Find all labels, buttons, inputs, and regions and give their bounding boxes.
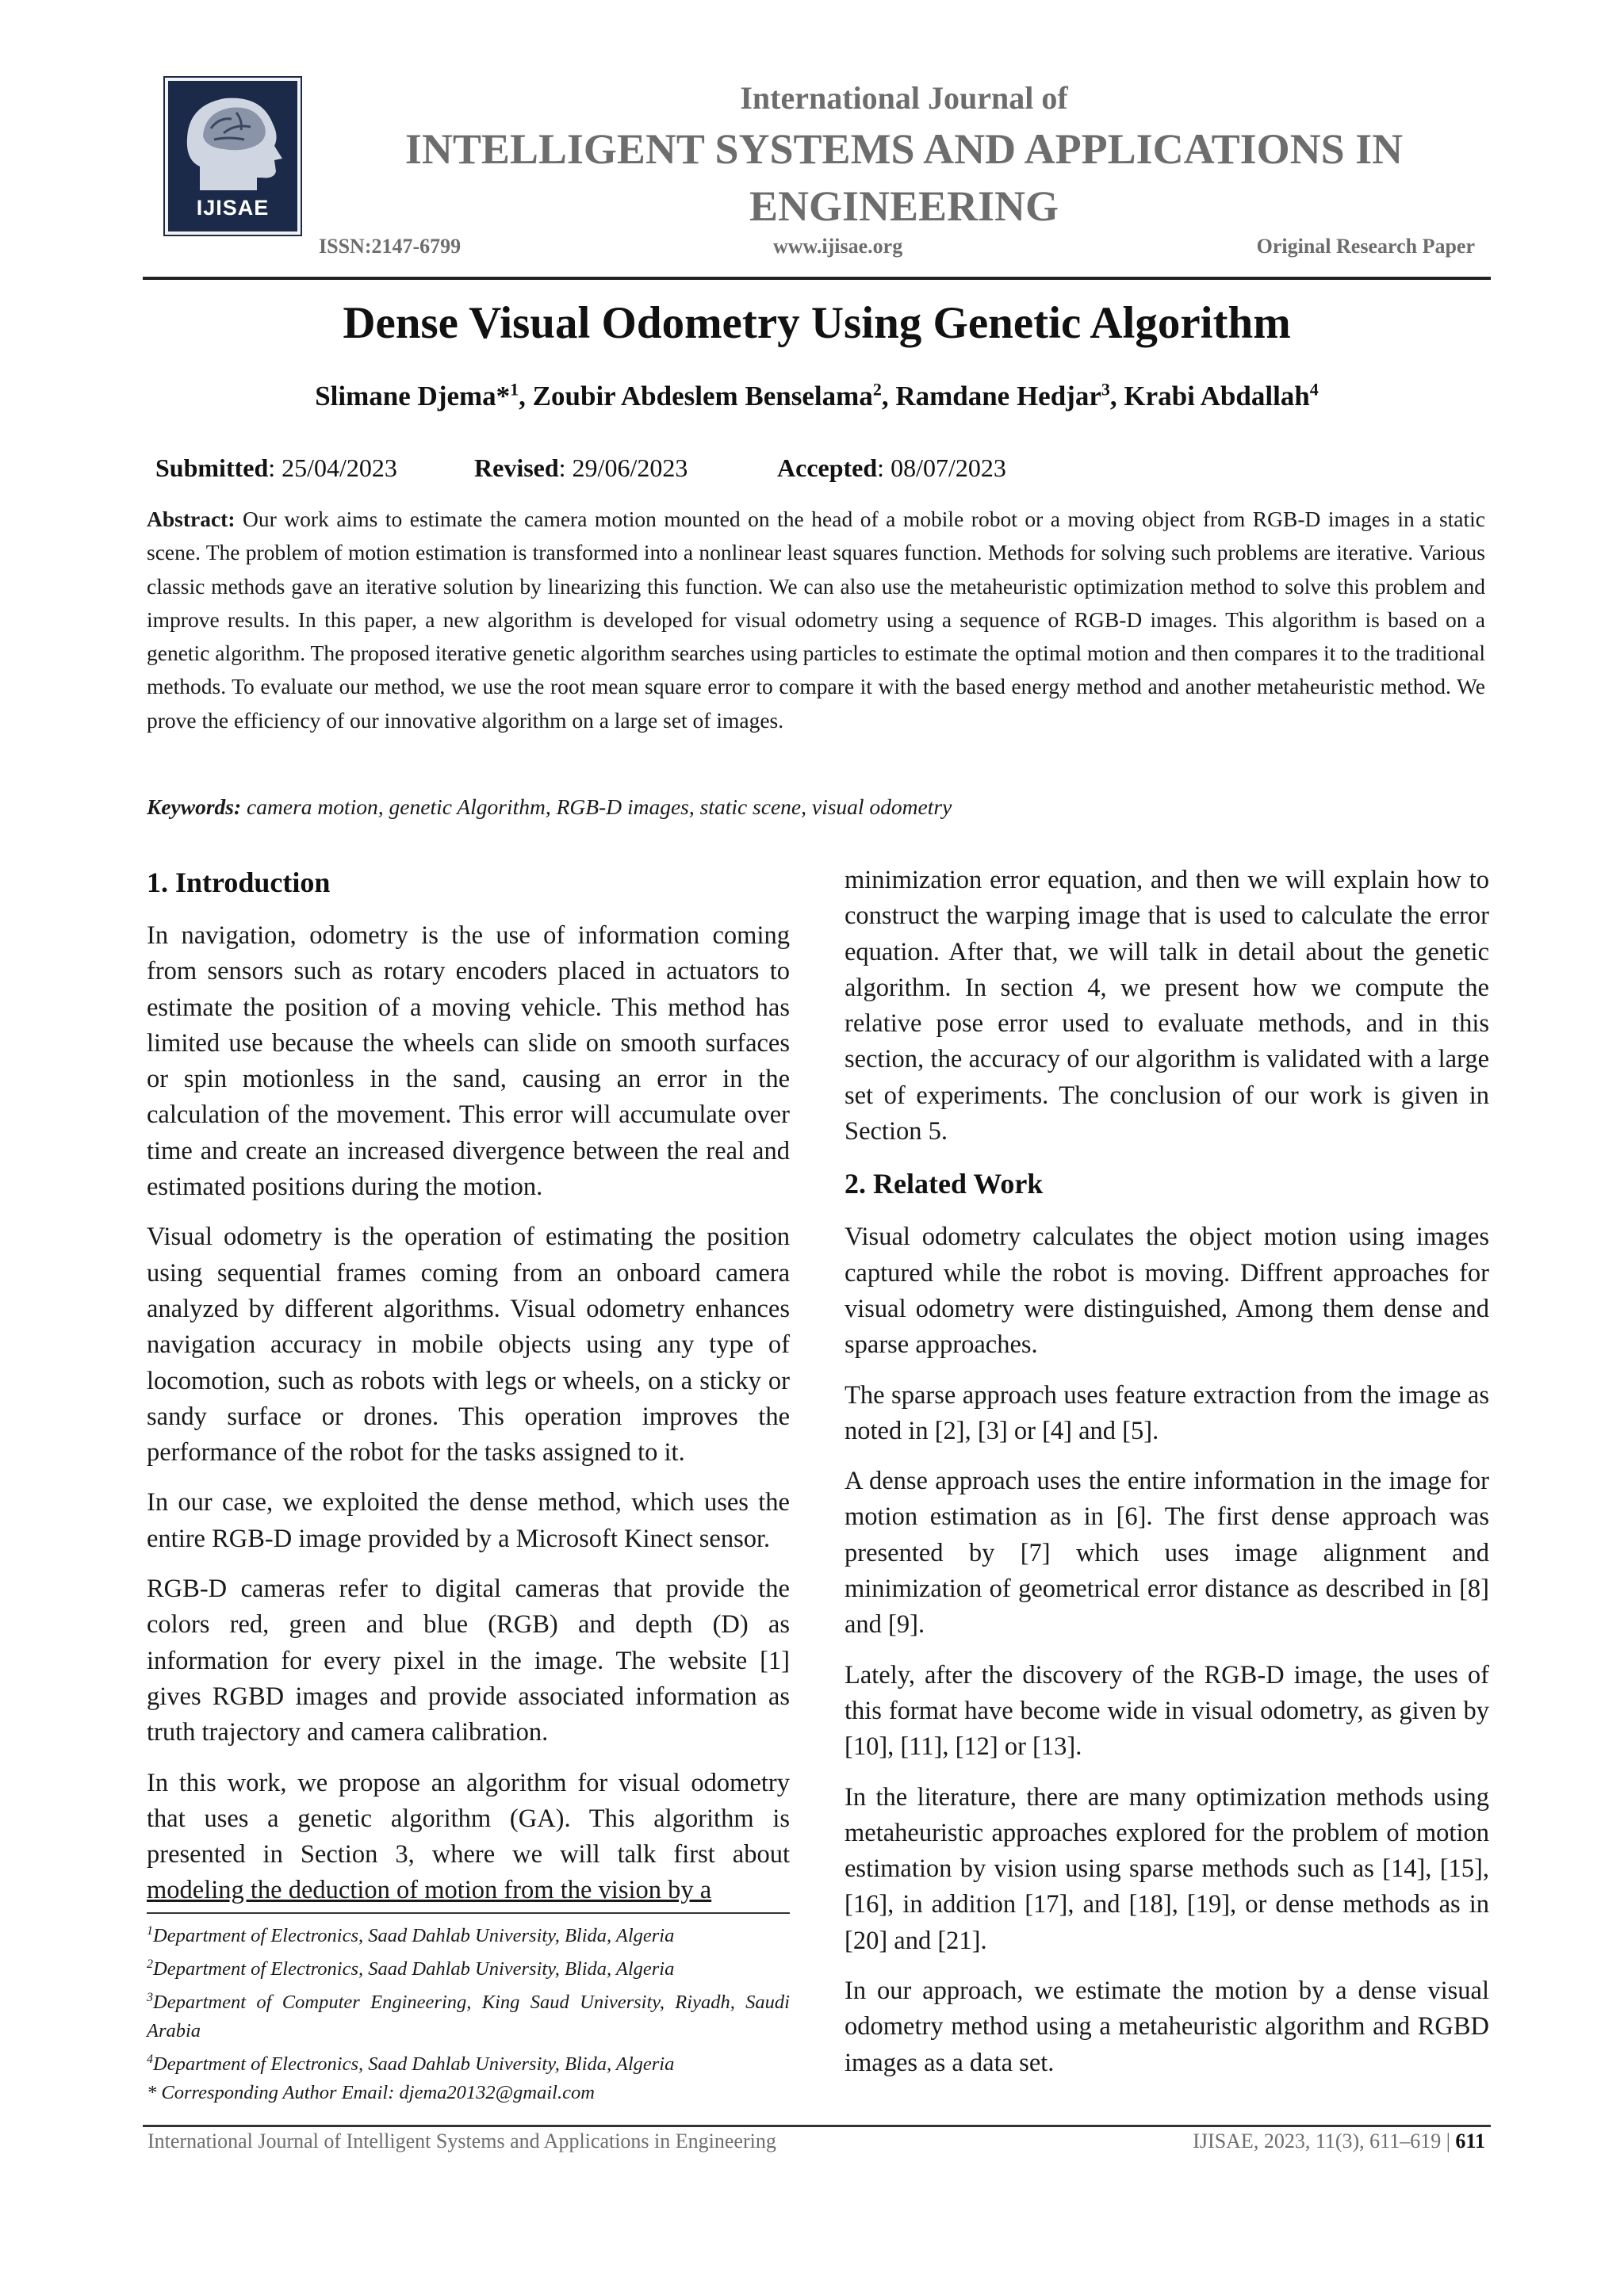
journal-name-line2: ENGINEERING [749, 182, 1059, 230]
submitted-date: Submitted: 25/04/2023 [155, 453, 397, 482]
header-rule [143, 277, 1491, 280]
revised-date: Revised: 29/06/2023 [474, 453, 688, 482]
page-number: 611 [1455, 2130, 1485, 2152]
paper-type: Original Research Paper [1256, 235, 1475, 258]
journal-name-line1: INTELLIGENT SYSTEMS AND APPLICATIONS IN [404, 125, 1404, 173]
paragraph: The sparse approach uses feature extraction from the image as noted in [2], [3] or [4] and [5]. [845, 1380, 1489, 1445]
paragraph: In navigation, odometry is the use of information coming from sensors such as rotary encoders placed in actuators to estimate the position of a moving vehicle. This method has limited use because the wheels can slide on smooth surfaces or spin motionless in the sand, causing an error in the calculation of the movement. This error will accumulate over time and create an increased divergence between the real and estimated positions during the motion. [147, 921, 790, 1202]
paragraph: In our case, we exploited the dense method, which uses the entire RGB-D image provided by a Microsoft Kinect sensor. [147, 1488, 790, 1553]
footer-citation: IJISAE, 2023, 11(3), 611–619 | 611 [1193, 2130, 1485, 2152]
accepted-date: Accepted: 08/07/2023 [777, 453, 1006, 482]
author: Zoubir Abdeslem Benselama$^2$, [532, 379, 896, 411]
left-column [147, 863, 790, 2107]
affiliation-footnote: $^3$Department of Computer Engineering, King Saud University, Riyadh, Saudi Arabia [147, 1991, 790, 2042]
author: Slimane Djema*$^1$, [315, 379, 533, 411]
paper-title: Dense Visual Odometry Using Genetic Algorithm [343, 298, 1291, 348]
paragraph: In the literature, there are many optimization methods using metaheuristic approaches explored for the problem of motion estimation by vision using sparse methods such as [14], [15], [16], in addition [17], and [18], [19], or dense methods as in [20] and [21]. [845, 1782, 1489, 1955]
author: Ramdane Hedjar$^3$, [895, 379, 1124, 411]
abstract-label: Abstract: [147, 507, 236, 531]
issn: ISSN:2147-6799 [319, 235, 462, 258]
logo-text: IJISAE [196, 196, 270, 220]
right-column [845, 863, 1489, 2095]
footnote-rule [147, 1912, 790, 1914]
journal-logo [165, 78, 301, 235]
paragraph: Visual odometry calculates the object motion using images captured while the robot is moving. Diffrent approaches for visual odometry were distinguished, Among them dense and sparse approaches. [845, 1223, 1489, 1360]
paragraph: In our approach, we estimate the motion by a dense visual odometry method using a metaheuristic algorithm and RGBD images as a data set. [845, 1976, 1489, 2077]
author: Krabi Abdallah$^4$ [1124, 379, 1319, 411]
affiliation-footnote: $^1$Department of Electronics, Saad Dahlab University, Blida, Algeria [147, 1923, 675, 1946]
corresponding-author: * Corresponding Author Email: djema20132@gmail.com [147, 2082, 595, 2104]
paragraph: Visual odometry is the operation of estimating the position using sequential frames coming from an onboard camera analyzed by different algorithms. Visual odometry enhances navigation accuracy in mobile objects using any type of locomotion, such as robots with legs or wheels, on a sticky or sandy surface or drones. This operation improves the performance of the robot for the tasks assigned to it. [147, 1223, 790, 1468]
paragraph: RGB-D cameras refer to digital cameras that provide the colors red, green and blue (RGB) and depth (D) as information for every pixel in the image. The website [1] gives RGBD images and provide associated information as truth trajectory and camera calibration. [147, 1575, 790, 1747]
affiliation-footnote: $^2$Department of Electronics, Saad Dahlab University, Blida, Algeria [147, 1957, 675, 1980]
footer-journal: International Journal of Intelligent Systems and Applications in Engineering [147, 2130, 776, 2152]
journal-website-link[interactable]: www.ijisae.org [773, 235, 903, 258]
journal-of: International Journal of [740, 80, 1068, 116]
paragraph: A dense approach uses the entire information in the image for motion estimation as in [6]. The first dense approach was presented by [7] which uses image alignment and minimization of geometrical error distance as described in [8] and [9]. [845, 1467, 1489, 1640]
author-list [143, 379, 1491, 412]
brain-head-icon [168, 81, 297, 200]
paragraph: Lately, after the discovery of the RGB-D image, the uses of this format have become wide in visual odometry, as given by [10], [11], [12] or [13]. [845, 1660, 1489, 1762]
abstract [147, 503, 1485, 737]
paragraph: minimization error equation, and then we will explain how to construct the warping image that is used to calculate the error equation. After that, we will talk in detail about the genetic algorithm. In section 4, we present how we compute the relative pose error used to evaluate methods, and in this section, the accuracy of our algorithm is validated with a large set of experiments. The conclusion of our work is given in Section 5. [845, 866, 1489, 1146]
affiliation-footnote: $^4$Department of Electronics, Saad Dahlab University, Blida, Algeria [147, 2053, 675, 2076]
paragraph: In this work, we propose an algorithm for visual odometry that uses a genetic algorithm (GA). This algorithm is presented in Section 3, where we will talk first about modeling the deduction of motion from the vision by a [147, 1768, 790, 1905]
keywords: Keywords: camera motion, genetic Algorithm, RGB-D images, static scene, visual odometry [147, 794, 952, 819]
footer-rule [143, 2125, 1491, 2127]
abstract-text: Our work aims to estimate the camera motion mounted on the head of a mobile robot or a moving object from RGB-D images in a static scene. The problem of motion estimation is transformed into a nonlinear least squares function. Methods for solving such problems are iterative. Various classic methods gave an iterative solution by linearizing this function. We can also use the metaheuristic optimization method to solve this problem and improve results. In this paper, a new algorithm is developed for visual odometry using a sequence of RGB-D images. This algorithm is based on a genetic algorithm. The proposed iterative genetic algorithm searches using particles to estimate the optimal motion and then compares it to the traditional methods. To evaluate our method, we use the root mean square error to compare it with the based energy method and another metaheuristic method. We prove the efficiency of our innovative algorithm on a large set of images. [147, 507, 1485, 733]
footnotes [147, 1917, 790, 2108]
journal-name [317, 121, 1491, 235]
section-heading-introduction: 1. Introduction [147, 867, 331, 898]
section-heading-related-work: 2. Related Work [845, 1168, 1044, 1200]
